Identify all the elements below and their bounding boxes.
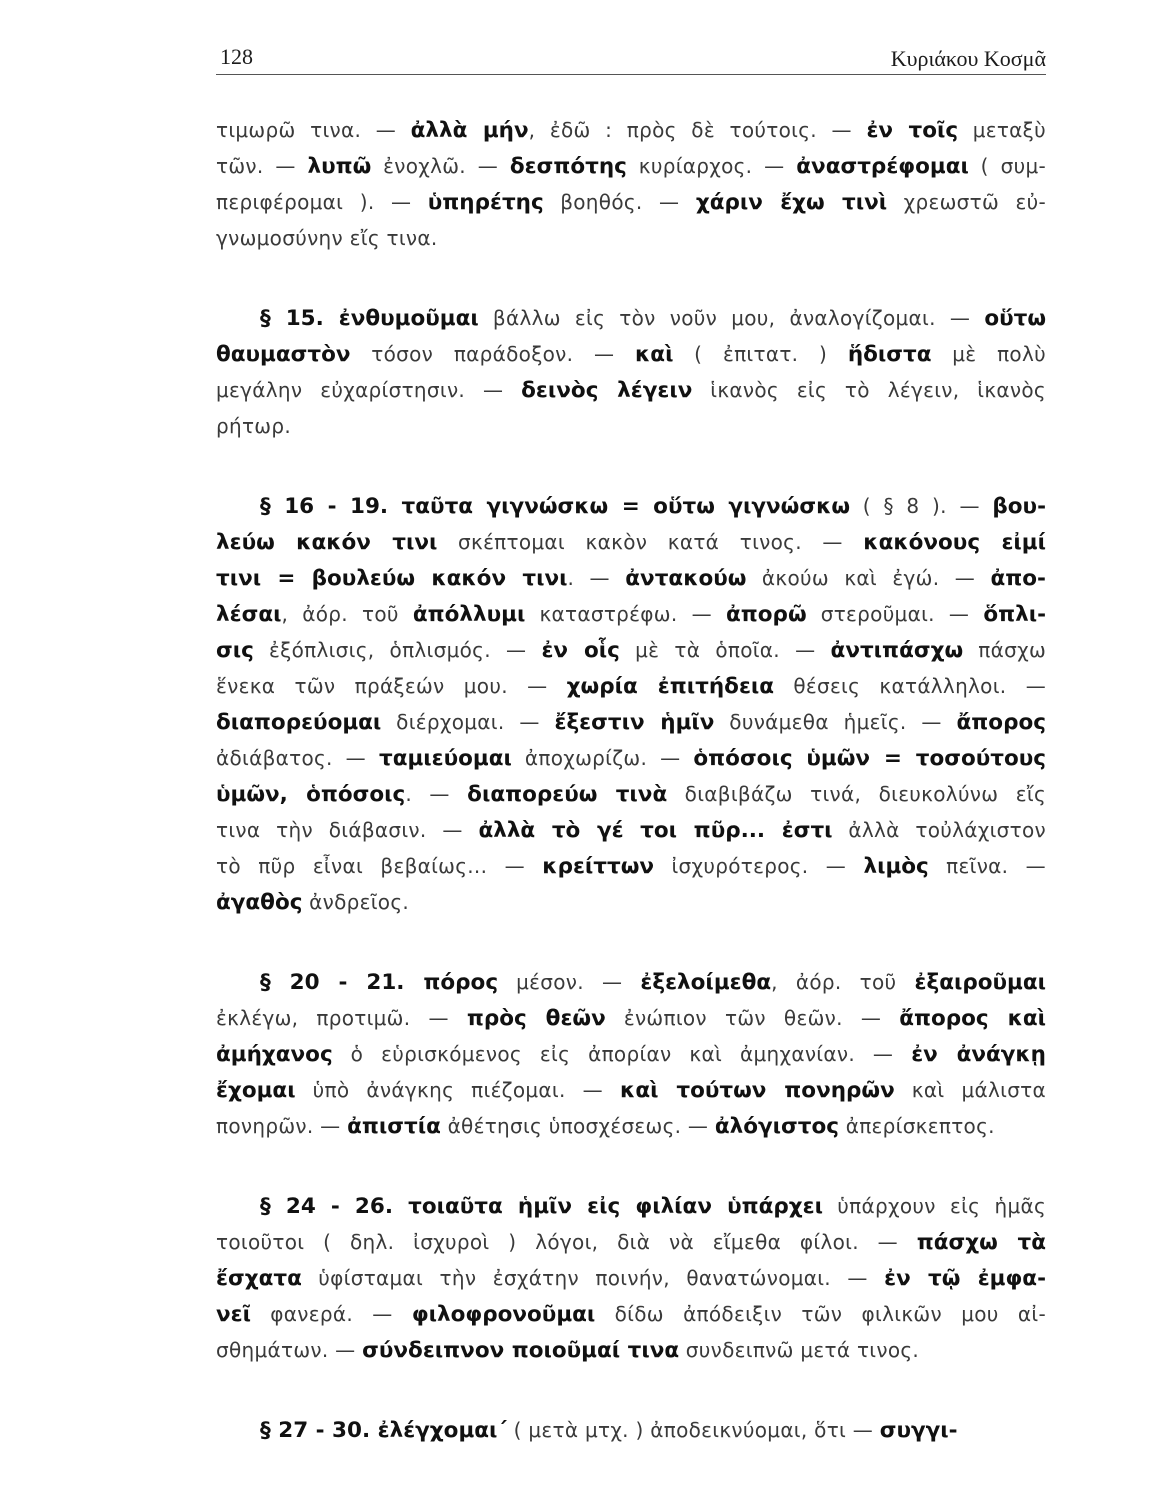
gloss-text: γνωμοσύνην εἴς τινα.	[216, 226, 438, 250]
text-line	[216, 184, 1046, 220]
headword: ἔχομαι	[216, 1078, 296, 1103]
glossary-paragraph	[216, 1188, 1046, 1368]
gloss-text: ἐξόπλισις, ὁπλισμός. —	[253, 638, 542, 662]
headword: ὑπηρέτης	[427, 190, 544, 215]
headword: ἀπόλλυμι	[412, 602, 526, 627]
gloss-text: συνδειπνῶ μετά τινος.	[679, 1338, 920, 1362]
headword: τινι = βουλεύω κακόν τινι	[216, 566, 568, 591]
gloss-text: ἕνεκα τῶν πράξεών μου. —	[216, 674, 567, 698]
headword: ἀλλὰ μήν	[410, 118, 529, 143]
text-line	[216, 488, 1046, 524]
text-line	[216, 1296, 1046, 1332]
gloss-text: , ἐδῶ : πρὸς δὲ τούτοις. —	[528, 118, 867, 142]
headword: θαυμαστὸν	[216, 342, 351, 367]
gloss-text: ἐνώπιον τῶν θεῶν. —	[605, 1006, 900, 1030]
text-line	[216, 1036, 1046, 1072]
headword: ταμιεύομαι	[378, 746, 512, 771]
page-body	[216, 112, 1046, 1492]
gloss-text: ὑπάρχουν εἰς ἡμᾶς	[822, 1194, 1046, 1218]
headword: χάριν ἔχω τινὶ	[695, 190, 888, 215]
text-line	[216, 632, 1046, 668]
gloss-text: ἀλλὰ τοὐλάχιστον	[832, 818, 1046, 842]
headword: πρὸς θεῶν	[466, 1006, 606, 1031]
gloss-text: διαβιβάζω τινά, διευκολύνω εἴς	[667, 782, 1046, 806]
headword: διαπορεύομαι	[216, 710, 382, 735]
headword: ἄπορος	[956, 710, 1046, 735]
gloss-text: ὑφίσταμαι τὴν ἐσχάτην ποινήν, θανατώνομαι. —	[301, 1266, 885, 1290]
glossary-paragraph	[216, 964, 1046, 1144]
gloss-text: ἰσχυρότερος. —	[654, 854, 864, 878]
text-line	[216, 408, 1046, 444]
headword: βου-	[992, 494, 1046, 519]
glossary-paragraph	[216, 300, 1046, 444]
gloss-text: μὲ πολὺ	[931, 342, 1046, 366]
headword: ὁπόσοις ὑμῶν = τοσούτους	[693, 746, 1046, 771]
headword: χωρία ἐπιτήδεια	[566, 674, 775, 699]
text-line	[216, 1072, 1046, 1108]
gloss-text: σκέπτομαι κακὸν κατά τινος. —	[437, 530, 864, 554]
gloss-text: χρεωστῶ εὐ-	[887, 190, 1046, 214]
text-line	[216, 1000, 1046, 1036]
gloss-text: δυνάμεθα ἡμεῖς. —	[714, 710, 957, 734]
gloss-text: διέρχομαι. —	[381, 710, 555, 734]
gloss-text: ( μετὰ μτχ. ) ἀποδεικνύομαι, ὅτι —	[506, 1418, 880, 1442]
section-marker: § 16 - 19.	[260, 494, 389, 519]
headword: ἀμήχανος	[216, 1042, 333, 1067]
headword: ἐλέγχομαι΄	[370, 1418, 507, 1443]
headword: ὑμῶν, ὁπόσοις	[216, 782, 406, 807]
gloss-text: ( συμ-	[968, 154, 1046, 178]
page-number: 128	[220, 44, 253, 69]
text-line	[216, 776, 1046, 812]
headword: καὶ τούτων πονηρῶν	[620, 1078, 895, 1103]
headword: ἀγαθὸς	[216, 890, 303, 915]
headword: κρείττων	[542, 854, 655, 879]
text-line	[216, 372, 1046, 408]
gloss-text: βοηθός. —	[543, 190, 696, 214]
text-line	[216, 1260, 1046, 1296]
headword: ἀπο-	[990, 566, 1046, 591]
gloss-text: ἀκούω καὶ ἐγώ. —	[746, 566, 991, 590]
gloss-text: τοιοῦτοι ( δηλ. ἰσχυροὶ ) λόγοι, διὰ νὰ εἴμεθα φίλοι. —	[216, 1230, 917, 1254]
gloss-text: περιφέρομαι ). —	[216, 190, 428, 214]
headword: ταῦτα γιγνώσκω = οὕτω γιγνώσκω	[388, 494, 851, 519]
gloss-text: βάλλω εἰς τὸν νοῦν μου, ἀναλογίζομαι. —	[478, 306, 985, 330]
headword: ἐξαιροῦμαι	[914, 970, 1046, 995]
headword: πόρος	[404, 970, 499, 995]
text-line	[216, 524, 1046, 560]
gloss-text: τῶν. —	[216, 154, 308, 178]
headword: λέσαι	[216, 602, 282, 627]
gloss-text: μεταξὺ	[958, 118, 1046, 142]
headword: οὕτω	[984, 306, 1046, 331]
gloss-text: θέσεις κατάλληλοι. —	[774, 674, 1046, 698]
headword: δεινὸς λέγειν	[521, 378, 693, 403]
headword: ἔξεστιν ἡμῖν	[554, 710, 715, 735]
glossary-paragraph	[216, 1412, 1046, 1448]
gloss-text: τινα τὴν διάβασιν. —	[216, 818, 479, 842]
headword: ἀλλὰ τὸ γέ τοι πῦρ... ἐστι	[478, 818, 833, 843]
glossary-paragraph	[216, 112, 1046, 256]
headword: φιλοφρονοῦμαι	[411, 1302, 596, 1327]
gloss-text: φανερά. —	[251, 1302, 412, 1326]
headword: ἐν οἷς	[541, 638, 620, 663]
headword: δεσπότης	[509, 154, 627, 179]
gloss-text: δίδω ἀπόδειξιν τῶν φιλικῶν μου αἰ-	[595, 1302, 1046, 1326]
gloss-text: πάσχω	[963, 638, 1046, 662]
gloss-text: τόσον παράδοξον. —	[350, 342, 636, 366]
gloss-text: κυρίαρχος. —	[626, 154, 797, 178]
headword: συγγι-	[879, 1418, 958, 1443]
header-rule	[216, 74, 1046, 75]
headword: ἔσχατα	[216, 1266, 302, 1291]
text-line	[216, 112, 1046, 148]
glossary-paragraph	[216, 488, 1046, 920]
section-marker: § 15.	[260, 306, 324, 331]
gloss-text: ἀθέτησις ὑποσχέσεως. —	[440, 1114, 715, 1138]
headword: νεῖ	[216, 1302, 251, 1327]
gloss-text: σθημάτων. —	[216, 1338, 363, 1362]
headword: λυπῶ	[307, 154, 372, 179]
gloss-text: . —	[567, 566, 626, 590]
headword: ἀλόγιστος	[714, 1114, 840, 1139]
text-line	[216, 848, 1046, 884]
headword: ἀντιπάσχω	[830, 638, 964, 663]
headword: ἐν τοῖς	[866, 118, 959, 143]
text-line	[216, 1332, 1046, 1368]
headword: σις	[216, 638, 254, 663]
headword: ἄπορος καὶ	[899, 1006, 1046, 1031]
gloss-text: , ἀόρ. τοῦ	[771, 970, 915, 994]
text-line	[216, 964, 1046, 1000]
headword: λεύω κακόν τινι	[216, 530, 438, 555]
headword: ἀντακούω	[625, 566, 747, 591]
gloss-text: μεγάλην εὐχαρίστησιν. —	[216, 378, 522, 402]
gloss-text: ἐνοχλῶ. —	[371, 154, 510, 178]
running-title: Κυριάκου Κοσμᾶ	[890, 46, 1046, 71]
text-line	[216, 560, 1046, 596]
gloss-text: πονηρῶν. —	[216, 1114, 348, 1138]
headword: σύνδειπνον ποιοῦμαί τινα	[362, 1338, 680, 1363]
headword: ἐν τῷ ἐμφα-	[884, 1266, 1046, 1291]
gloss-text: ἀπερίσκεπτος.	[839, 1114, 995, 1138]
headword: λιμὸς	[863, 854, 929, 879]
gloss-text: ἀδιάβατος. —	[216, 746, 379, 770]
text-line	[216, 336, 1046, 372]
gloss-text: τιμωρῶ τινα. —	[216, 118, 411, 142]
headword: ἥδιστα	[847, 342, 932, 367]
text-line	[216, 1108, 1046, 1144]
text-line	[216, 668, 1046, 704]
text-line	[216, 220, 1046, 256]
gloss-text: μέσον. —	[498, 970, 641, 994]
gloss-text: ἐκλέγω, προτιμῶ. —	[216, 1006, 467, 1030]
gloss-text: καὶ μάλιστα	[894, 1078, 1046, 1102]
gloss-text: . —	[405, 782, 468, 806]
headword: ἐνθυμοῦμαι	[323, 306, 479, 331]
text-line	[216, 812, 1046, 848]
headword: ὅπλι-	[983, 602, 1046, 627]
section-marker: § 27 - 30.	[260, 1418, 371, 1443]
headword: ἀναστρέφομαι	[796, 154, 969, 179]
text-line	[216, 1412, 1046, 1448]
gloss-text: τὸ πῦρ εἶναι βεβαίως... —	[216, 854, 543, 878]
section-marker: § 20 - 21.	[260, 970, 405, 995]
text-line	[216, 1188, 1046, 1224]
gloss-text: στεροῦμαι. —	[806, 602, 984, 626]
gloss-text: , ἀόρ. τοῦ	[281, 602, 413, 626]
headword: διαπορεύω τινὰ	[467, 782, 668, 807]
gloss-text: ( ἐπιτατ. )	[673, 342, 848, 366]
text-line	[216, 300, 1046, 336]
headword: καὶ	[635, 342, 674, 367]
text-line	[216, 148, 1046, 184]
gloss-text: ἀποχωρίζω. —	[511, 746, 694, 770]
text-line	[216, 596, 1046, 632]
gloss-text: ἱκανὸς εἰς τὸ λέγειν, ἱκανὸς	[692, 378, 1046, 402]
headword: τοιαῦτα ἡμῖν εἰς φιλίαν ὑπάρχει	[393, 1194, 823, 1219]
headword: ἐξελοίμεθα	[640, 970, 772, 995]
gloss-text: ( § 8 ). —	[850, 494, 993, 518]
page-header	[216, 40, 1046, 76]
headword: ἀπορῶ	[726, 602, 807, 627]
gloss-text: ἀνδρεῖος.	[302, 890, 410, 914]
text-line	[216, 1224, 1046, 1260]
headword: πάσχω τὰ	[916, 1230, 1046, 1255]
headword: κακόνους εἰμί	[863, 530, 1046, 555]
gloss-text: καταστρέφω. —	[525, 602, 726, 626]
text-line	[216, 740, 1046, 776]
gloss-text: ὁ εὑρισκόμενος εἰς ἀπορίαν καὶ ἀμηχανίαν. —	[332, 1042, 912, 1066]
gloss-text: ὑπὸ ἀνάγκης πιέζομαι. —	[295, 1078, 621, 1102]
gloss-text: πεῖνα. —	[928, 854, 1046, 878]
gloss-text: μὲ τὰ ὁποῖα. —	[619, 638, 831, 662]
headword: ἐν ἀνάγκῃ	[911, 1042, 1046, 1067]
gloss-text: ρήτωρ.	[216, 414, 292, 438]
text-line	[216, 704, 1046, 740]
section-marker: § 24 - 26.	[260, 1194, 394, 1219]
text-line	[216, 884, 1046, 920]
headword: ἀπιστία	[347, 1114, 441, 1139]
